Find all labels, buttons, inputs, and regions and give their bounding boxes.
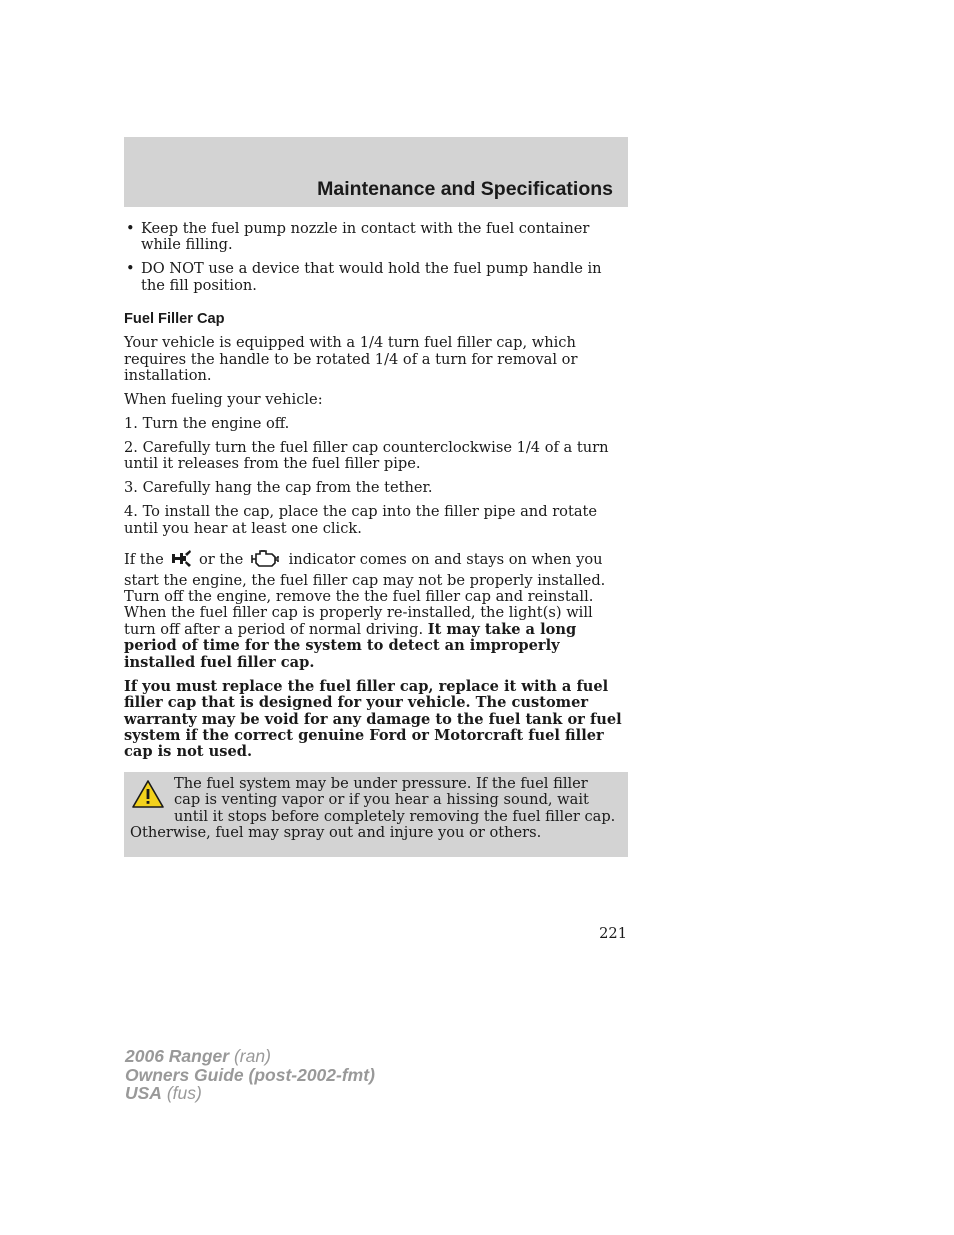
- footer-model: 2006 Ranger: [125, 1046, 230, 1066]
- warning-box: [124, 772, 628, 857]
- step-4: 4. To install the cap, place the cap into the filler pipe and rotate until you hear at least one click.: [124, 503, 598, 537]
- footer-line-3: [125, 1084, 375, 1103]
- intro-paragraph: Your vehicle is equipped with a 1/4 turn fuel filler cap, which requires the handle to be rotated 1/4 of a turn for removal or installation.: [124, 334, 578, 385]
- step-1: 1. Turn the engine off.: [124, 415, 290, 433]
- check-engine-icon: [250, 548, 282, 572]
- step-3: 3. Carefully hang the cap from the tether.: [124, 479, 433, 497]
- footer-line-1: [125, 1047, 375, 1066]
- footer-market-code: (fus): [161, 1083, 202, 1103]
- warning-text: The fuel system may be under pressure. If the fuel filler cap is venting vapor or if you hear a hissing sound, wait until it stops before completely removing the fuel filler cap. Otherwise, fuel may spray out and injure you or others.: [130, 774, 616, 841]
- bullet-marker: •: [126, 220, 135, 237]
- section-title: Maintenance and Specifications: [317, 178, 613, 200]
- list-item: [124, 221, 628, 254]
- powertrain-wrench-icon: [170, 550, 192, 572]
- bullet-marker: •: [126, 260, 135, 278]
- replace-warning-paragraph: [124, 679, 628, 761]
- indicator-paragraph: [124, 548, 628, 671]
- footer-line-2: [125, 1066, 375, 1085]
- indicator-rest-text: indicator comes on and stays on when you start the engine, the fuel filler cap may not be properly installed. Turn off the engine, remove the the fuel filler cap and reinstall. When the fuel filler cap is properly re-installed, the light(s) will turn off after a period of normal driving.: [124, 551, 606, 638]
- bullet-list: [124, 221, 628, 294]
- bullet-text: Keep the fuel pump nozzle in contact with the fuel container while filling.: [141, 220, 590, 254]
- page-content: [124, 221, 628, 857]
- indicator-bold-text: It may take a long period of time for the system to detect an improperly installed fuel filler cap.: [124, 620, 577, 671]
- page-number: 221: [599, 925, 627, 942]
- bullet-text: DO NOT use a device that would hold the fuel pump handle in the fill position.: [141, 260, 602, 294]
- indicator-lead-text: If the: [124, 551, 164, 569]
- footer-guide: Owners Guide (post-2002-fmt): [125, 1064, 375, 1085]
- warning-triangle-icon: [131, 779, 165, 809]
- indicator-middle-text: or the: [199, 551, 244, 569]
- footer-imprint: [125, 1047, 375, 1103]
- footer-market: USA: [125, 1083, 162, 1103]
- footer-model-code: (ran): [229, 1046, 271, 1066]
- subsection-heading: Fuel Filler Cap: [124, 311, 225, 328]
- section-header-band: [124, 137, 628, 207]
- list-item: [124, 261, 628, 294]
- step-2: 2. Carefully turn the fuel filler cap counterclockwise 1/4 of a turn until it releases from the fuel filler pipe.: [124, 439, 609, 473]
- when-fueling-paragraph: When fueling your vehicle:: [124, 391, 323, 409]
- replace-warning-text: If you must replace the fuel filler cap, replace it with a fuel filler cap that is designed for your vehicle. The customer warranty may be void for any damage to the fuel tank or fuel system if the correct genuine Ford or Motorcraft fuel filler cap is not used.: [124, 677, 622, 761]
